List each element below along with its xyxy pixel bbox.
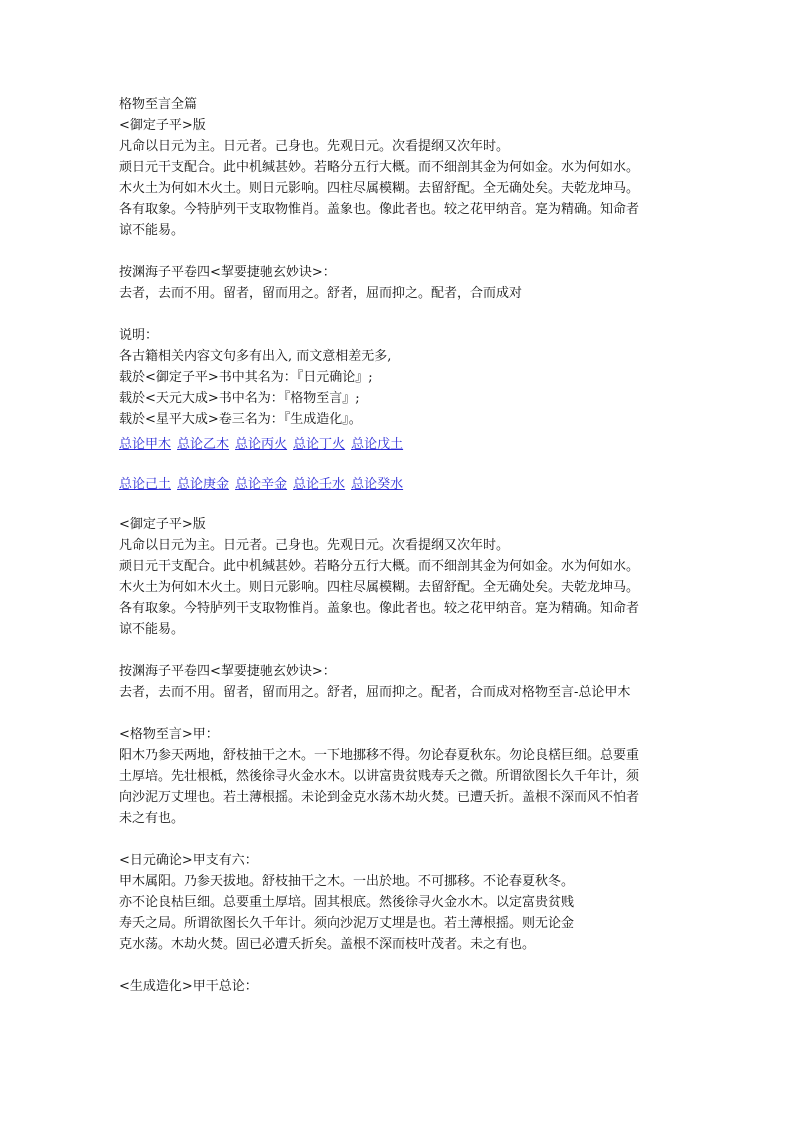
section-heading: 按渊海子平卷四<挈要捷驰玄妙诀>： (119, 664, 336, 679)
paragraph-line: 载於<星平大成>卷三名为：『生成造化』。 (119, 412, 362, 427)
nav-links-row (119, 474, 679, 495)
link-gui-water[interactable]: 总论癸水 (351, 477, 404, 492)
section-heading: <格物至言>甲： (119, 727, 219, 742)
paragraph-line: 凡命以日元为主。日元者。己身也。先观日元。次看提纲又次年时。 (119, 139, 510, 154)
paragraph-line: 载於<御定子平>书中其名为：『日元确论』; (119, 370, 373, 385)
section-heading: 按渊海子平卷四<挈要捷驰玄妙诀>： (119, 265, 336, 280)
paragraph-line: 寿夭之局。所谓欲图长久千年计。须向沙泥万丈埋是也。若土薄根摇。则无论金 (119, 916, 575, 931)
paragraph-line: 木火土为何如木火土。则日元影响。四柱尽属模糊。去留舒配。全无确处矣。夫乾龙坤马。 (119, 181, 640, 196)
section-heading: <日元确论>甲支有六： (119, 853, 258, 868)
spacer (119, 703, 679, 724)
spacer (119, 304, 679, 325)
spacer (119, 241, 679, 262)
link-wu-earth[interactable]: 总论戊土 (351, 437, 404, 452)
link-geng-metal[interactable]: 总论庚金 (177, 477, 230, 492)
document-body (119, 94, 679, 997)
link-xin-metal[interactable]: 总论辛金 (235, 477, 288, 492)
link-jia-wood[interactable]: 总论甲木 (119, 437, 172, 452)
paragraph-line: 载於<天元大成>书中名为：『格物至言』; (119, 391, 360, 406)
paragraph-line: 各古籍相关内容文句多有出入, 而文意相差无多, (119, 349, 392, 364)
link-yi-wood[interactable]: 总论乙木 (177, 437, 230, 452)
spacer (119, 495, 679, 514)
paragraph-line: 未之有也。 (119, 811, 185, 826)
paragraph-line: 甲木属阳。乃参天拔地。舒枝抽干之木。一出於地。不可挪移。不论春夏秋冬。 (119, 874, 575, 889)
section-heading: <生成造化>甲干总论： (119, 979, 258, 994)
spacer (119, 955, 679, 976)
paragraph-line: 去者，去而不用。留者，留而用之。舒者，屈而抑之。配者，合而成对 (119, 286, 523, 301)
link-ren-water[interactable]: 总论壬水 (293, 477, 346, 492)
nav-links-row (119, 434, 679, 455)
paragraph-line: 凡命以日元为主。日元者。己身也。先观日元。次看提纲又次年时。 (119, 538, 510, 553)
link-ji-earth[interactable]: 总论己土 (119, 477, 172, 492)
paragraph-line: 去者，去而不用。留者，留而用之。舒者，屈而抑之。配者，合而成对格物至言-总论甲木 (119, 685, 631, 700)
paragraph-line: 克水荡。木劫火焚。固已必遭夭折矣。盖根不深而枝叶茂者。未之有也。 (119, 937, 536, 952)
paragraph-line: 各有取象。今特胪列干支取物惟肖。盖象也。像此者也。较之花甲纳音。寔为精确。知命者 (119, 601, 640, 616)
section-heading: 说明： (119, 328, 159, 343)
paragraph-line: 阳木乃参天两地，舒枝抽干之木。一下地挪移不得。勿论春夏秋东。勿论良楛巨细。总要重 (119, 748, 640, 763)
edition-label: <御定子平>版 (119, 517, 206, 532)
paragraph-line: 土厚培。先壮根柢，然後徐寻火金水木。以讲富贵贫贱寿夭之微。所谓欲图长久千年计，须 (119, 769, 640, 784)
paragraph-line: 谅不能易。 (119, 223, 185, 238)
paragraph-line: 顽日元干支配合。此中机缄甚妙。若略分五行大概。而不细剖其金为何如金。水为何如水。 (119, 559, 640, 574)
paragraph-line: 向沙泥万丈埋也。若土薄根摇。未论到金克水荡木劫火焚。已遭夭折。盖根不深而风不怕者 (119, 790, 640, 805)
spacer (119, 640, 679, 661)
paragraph-line: 各有取象。今特胪列干支取物惟肖。盖象也。像此者也。较之花甲纳音。寔为精确。知命者 (119, 202, 640, 217)
paragraph-line: 亦不论良枯巨细。总要重土厚培。固其根底。然後徐寻火金水木。以定富贵贫贱 (119, 895, 575, 910)
paragraph-line: 谅不能易。 (119, 622, 185, 637)
edition-label: <御定子平>版 (119, 118, 206, 133)
link-bing-fire[interactable]: 总论丙火 (235, 437, 288, 452)
paragraph-line: 木火土为何如木火土。则日元影响。四柱尽属模糊。去留舒配。全无确处矣。夫乾龙坤马。 (119, 580, 640, 595)
link-ding-fire[interactable]: 总论丁火 (293, 437, 346, 452)
spacer (119, 829, 679, 850)
paragraph-line: 顽日元干支配合。此中机缄甚妙。若略分五行大概。而不细剖其金为何如金。水为何如水。 (119, 160, 640, 175)
document-title: 格物至言全篇 (119, 97, 198, 112)
